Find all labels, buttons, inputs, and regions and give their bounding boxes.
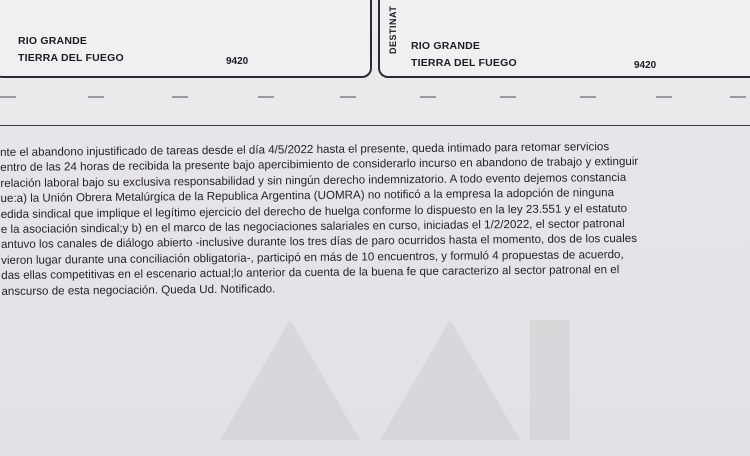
dash bbox=[580, 96, 596, 98]
letter-line: e la asociación sindical;y b) en el marco de las negociaciones salariales en curso, iniciadas el 1/2/2022, el sector patronal bbox=[0, 217, 625, 237]
dash bbox=[258, 96, 274, 98]
dash bbox=[340, 96, 356, 98]
letter-line: edida sindical que implique el legítimo ejercicio del derecho de huelga conforme lo dispuesto en la ley 23.551 y el estatuto bbox=[0, 201, 628, 221]
letter-line: relación laboral bajo su exclusiva responsabilidad y sin ningún derecho indemnizatorio. A todo evento dejemos constancia bbox=[0, 170, 627, 190]
dash bbox=[420, 96, 436, 98]
letter-line: antuvo los canales de diálogo abierto -inclusive durante los tres días de paro ocurridos hasta el momento, dos de los cuales bbox=[0, 232, 638, 252]
dash bbox=[0, 96, 16, 98]
letter-line: nte el abandono injustificado de tareas desde el día 4/5/2022 hasta el presente, queda intimado para retomar servicios bbox=[0, 140, 610, 159]
dash bbox=[88, 96, 104, 98]
letter-line: vieron lugar durante una conciliación obligatoria-, participó en más de 10 encuentros, y formuló 4 propuestas de acuerdo, bbox=[1, 247, 624, 267]
dash bbox=[172, 96, 188, 98]
dash bbox=[500, 96, 516, 98]
recipient-city: RIO GRANDE bbox=[411, 40, 481, 52]
letter-line: das ellas competitivas en el escenario actual;lo anterior da cuenta de la buena fe que caracterizo al sector patronal en el bbox=[1, 263, 620, 283]
letter-body bbox=[0, 138, 701, 299]
recipient-postal-code: 9420 bbox=[634, 60, 657, 71]
dash bbox=[656, 96, 672, 98]
recipient-province: TIERRA DEL FUEGO bbox=[411, 57, 517, 69]
letter-line: ue:a) la Unión Obrera Metalúrgica de la Republica Argentina (UOMRA) no notificó a la empresa la adopción de ninguna bbox=[0, 186, 615, 206]
sender-province: TIERRA DEL FUEGO bbox=[18, 52, 124, 64]
recipient-label: DESTINAT bbox=[388, 5, 398, 54]
sender-city: RIO GRANDE bbox=[18, 35, 88, 47]
sender-postal-code: 9420 bbox=[226, 56, 249, 67]
watermark-logo bbox=[200, 310, 620, 440]
dash bbox=[730, 96, 746, 98]
separator-dashes bbox=[0, 96, 750, 104]
letter-line: anscurso de esta negociación. Queda Ud. Notificado. bbox=[1, 282, 276, 298]
letter-line: entro de las 24 horas de recibida la presente bajo apercibimiento de considerarlo incurso en abandono de trabajo y extinguir bbox=[0, 155, 639, 175]
